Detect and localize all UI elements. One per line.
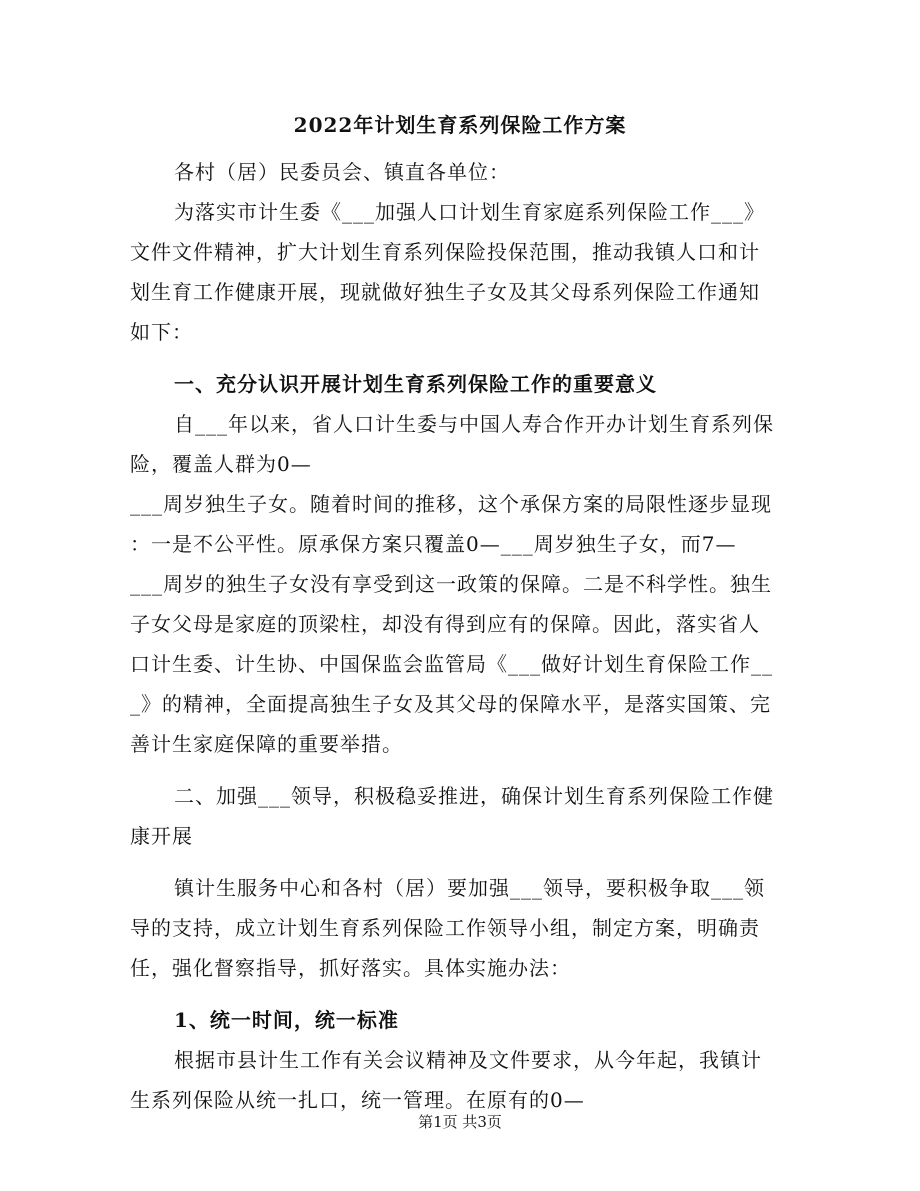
paragraph-line: 划生育工作健康开展，现就做好独生子女及其父母系列保险工作通知: [130, 280, 760, 304]
section-heading: 一、充分认识开展计划生育系列保险工作的重要意义: [174, 372, 657, 396]
paragraph-line: 如下：: [130, 320, 193, 344]
section-heading-continuation: 康开展: [130, 824, 193, 848]
paragraph-line: 生系列保险从统一扎口，统一管理。在原有的0—: [130, 1088, 585, 1112]
salutation-line: 各村（居）民委员会、镇直各单位：: [174, 160, 510, 184]
section-heading: 二、加强___领导，积极稳妥推进，确保计划生育系列保险工作健: [174, 784, 774, 808]
paragraph-line: 镇计生服务中心和各村（居）要加强___领导，要积极争取___领: [174, 876, 765, 900]
paragraph-line: 任，强化督察指导，抓好落实。具体实施办法：: [130, 956, 571, 980]
subsection-heading: 1、统一时间，统一标准: [174, 1008, 399, 1032]
paragraph-line: 根据市县计生工作有关会议精神及文件要求，从今年起，我镇计: [174, 1048, 762, 1072]
paragraph-line: 文件文件精神，扩大计划生育系列保险投保范围，推动我镇人口和计: [130, 240, 760, 264]
paragraph-line: 导的支持，成立计划生育系列保险工作领导小组，制定方案，明确责: [130, 916, 760, 940]
paragraph-line: _》的精神，全面提高独生子女及其父母的保障水平，是落实国策、完: [130, 692, 771, 716]
paragraph-line: ___周岁的独生子女没有享受到这一政策的保障。二是不科学性。独生: [130, 572, 772, 596]
document-body: [130, 152, 790, 1120]
paragraph-line: 子女父母是家庭的顶梁柱，却没有得到应有的保障。因此，落实省人: [130, 612, 760, 636]
paragraph-line: 善计生家庭保障的重要举措。: [130, 732, 403, 756]
paragraph-line: 险，覆盖人群为0—: [130, 452, 312, 476]
paragraph-line: 自___年以来，省人口计生委与中国人寿合作开办计划生育系列保: [174, 412, 774, 436]
paragraph-line: 口计生委、计生协、中国保监会监管局《___做好计划生育保险工作__: [130, 652, 773, 676]
document-title: 2022年计划生育系列保险工作方案: [293, 113, 627, 137]
paragraph-line: ：一是不公平性。原承保方案只覆盖0—___周岁独生子女，而7—: [130, 532, 737, 556]
paragraph-line: ___周岁独生子女。随着时间的推移，这个承保方案的局限性逐步显现: [130, 492, 772, 516]
paragraph-line: 为落实市计生委《___加强人口计划生育家庭系列保险工作___》: [174, 200, 765, 224]
page-number: 第1页 共3页: [418, 1113, 502, 1131]
